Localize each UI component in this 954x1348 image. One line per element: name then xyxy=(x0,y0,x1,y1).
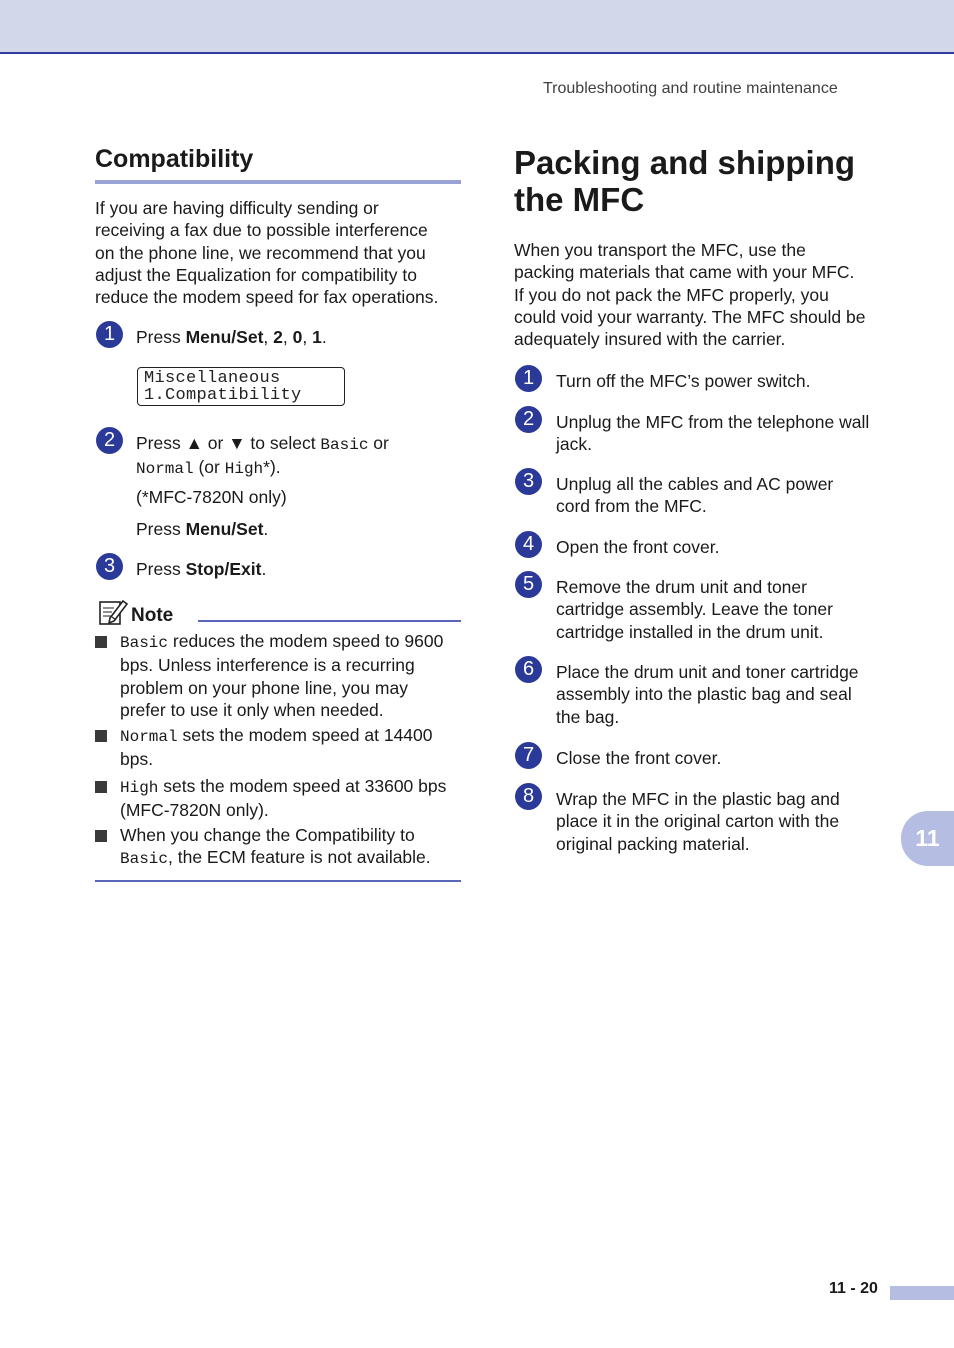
intro-line: on the phone line, we recommend that you xyxy=(95,242,426,263)
lcd-option: High xyxy=(224,460,264,479)
intro-line: packing materials that came with your MFC. xyxy=(514,262,855,283)
section-rule xyxy=(95,180,461,184)
step-line: place it in the original carton with the xyxy=(556,811,840,832)
step-1-text xyxy=(136,326,327,348)
step-text: or xyxy=(368,433,389,453)
note-text: sets the modem speed at 14400 xyxy=(177,725,433,745)
step-number: 5 xyxy=(515,571,542,598)
compatibility-intro xyxy=(95,197,465,308)
step-number: 3 xyxy=(96,553,123,580)
packing-step-text xyxy=(556,747,891,769)
note-label: Note xyxy=(131,605,174,626)
running-title: Troubleshooting and routine maintenance xyxy=(543,80,838,97)
page-number: 11 - 20 xyxy=(829,1280,878,1297)
title-line: Packing and shipping xyxy=(514,144,856,181)
lcd-option: Normal xyxy=(136,460,194,479)
step-text: *). xyxy=(263,457,281,478)
step-line: Unplug the MFC from the telephone wall xyxy=(556,412,870,432)
step-3-text xyxy=(136,558,266,580)
step-number: 6 xyxy=(515,656,542,683)
step-text: Press ▲ or ▼ to select xyxy=(136,433,321,453)
step-text: Press xyxy=(136,519,186,539)
lcd-display xyxy=(137,367,345,406)
step-line: cord from the MFC. xyxy=(556,496,707,517)
packing-step-text xyxy=(556,411,891,456)
intro-line: receiving a fax due to possible interference xyxy=(95,220,428,241)
note-text: problem on your phone line, you may xyxy=(120,677,408,698)
lcd-option: Basic xyxy=(120,634,169,652)
lcd-line: 1.Compatibility xyxy=(144,386,302,405)
step-number: 4 xyxy=(515,531,542,558)
lcd-option: Basic xyxy=(320,436,369,454)
chapter-tab: 11 xyxy=(901,811,954,866)
packing-step-text xyxy=(556,536,891,558)
separator: , xyxy=(282,327,293,347)
bullet-icon xyxy=(95,830,107,842)
step-text: Press xyxy=(136,559,186,579)
note-text: When you change the Compatibility to xyxy=(120,825,415,845)
note-text: , the ECM feature is not available. xyxy=(168,847,431,868)
step-line: Open the front cover. xyxy=(556,537,720,557)
bullet-icon xyxy=(95,781,107,793)
step-2-footnote: (*MFC-7820N only) xyxy=(136,487,287,507)
packing-step-text xyxy=(556,473,891,518)
intro-line: If you do not pack the MFC properly, you xyxy=(514,284,829,305)
key-2: 2 xyxy=(273,327,283,347)
bullet-icon xyxy=(95,730,107,742)
step-number: 2 xyxy=(515,406,542,433)
page-number-bar xyxy=(890,1286,954,1300)
note-item xyxy=(120,724,465,771)
separator: , xyxy=(263,327,274,347)
step-line: jack. xyxy=(556,434,592,455)
section-title-compatibility: Compatibility xyxy=(95,145,254,173)
step-number: 1 xyxy=(515,365,542,392)
step-line: the bag. xyxy=(556,706,620,727)
intro-line: could void your warranty. The MFC should be xyxy=(514,306,866,327)
intro-line: adequately insured with the carrier. xyxy=(514,329,786,350)
step-line: cartridge installed in the drum unit. xyxy=(556,621,824,642)
key-0: 0 xyxy=(292,327,303,347)
note-text: bps. xyxy=(120,749,154,770)
packing-step-text xyxy=(556,370,891,392)
intro-line: If you are having difficulty sending or xyxy=(95,198,379,218)
lcd-option: High xyxy=(120,779,159,797)
step-number: 2 xyxy=(96,427,123,454)
note-text: reduces the modem speed to 9600 xyxy=(168,631,444,651)
note-item xyxy=(120,824,465,871)
section-title-packing xyxy=(514,144,855,218)
key-stop-exit: Stop/Exit xyxy=(185,559,262,579)
intro-line: When you transport the MFC, use the xyxy=(514,240,806,260)
note-text: bps. Unless interference is a recurring xyxy=(120,655,415,676)
note-item xyxy=(120,775,465,822)
intro-line: reduce the modem speed for fax operations. xyxy=(95,287,439,308)
step-number: 3 xyxy=(515,468,542,495)
packing-step-text xyxy=(556,576,891,643)
note-rule xyxy=(198,620,461,622)
step-text: . xyxy=(261,559,267,579)
step-2-text xyxy=(136,432,466,481)
key-menu-set: Menu/Set xyxy=(185,519,264,539)
step-text: (or xyxy=(193,457,225,478)
step-number: 7 xyxy=(515,742,542,769)
step-line: Close the front cover. xyxy=(556,748,722,768)
key-1: 1 xyxy=(312,327,322,347)
lcd-line: Miscellaneous xyxy=(144,369,281,388)
intro-line: adjust the Equalization for compatibility to xyxy=(95,264,417,285)
note-pencil-icon xyxy=(98,598,128,626)
step-line: assembly into the plastic bag and seal xyxy=(556,684,852,705)
step-text: Press xyxy=(136,327,186,347)
step-line: Remove the drum unit and toner xyxy=(556,577,807,597)
step-line: cartridge assembly. Leave the toner xyxy=(556,599,833,620)
packing-step-text xyxy=(556,661,891,728)
lcd-option: Normal xyxy=(120,728,178,746)
note-text: prefer to use it only when needed. xyxy=(120,699,384,720)
lcd-option: Basic xyxy=(120,850,169,869)
step-line: Place the drum unit and toner cartridge xyxy=(556,662,859,682)
note-text: (MFC-7820N only). xyxy=(120,800,269,821)
separator: , xyxy=(302,327,313,347)
note-header xyxy=(98,598,461,626)
step-line: Unplug all the cables and AC power xyxy=(556,474,834,494)
step-line: original packing material. xyxy=(556,833,750,854)
packing-step-text xyxy=(556,788,891,855)
key-menu-set: Menu/Set xyxy=(185,327,264,347)
step-number: 1 xyxy=(96,321,123,348)
step-line: Turn off the MFC’s power switch. xyxy=(556,371,811,391)
header-band xyxy=(0,0,954,54)
step-number: 8 xyxy=(515,783,542,810)
note-text: sets the modem speed at 33600 bps xyxy=(158,776,447,796)
note-item xyxy=(120,630,465,721)
step-line: Wrap the MFC in the plastic bag and xyxy=(556,789,840,809)
step-text: . xyxy=(263,519,269,539)
note-end-rule xyxy=(95,880,461,882)
separator: . xyxy=(321,327,327,347)
title-line: the MFC xyxy=(514,181,645,218)
step-2-press xyxy=(136,518,268,540)
bullet-icon xyxy=(95,636,107,648)
packing-intro xyxy=(514,239,894,350)
